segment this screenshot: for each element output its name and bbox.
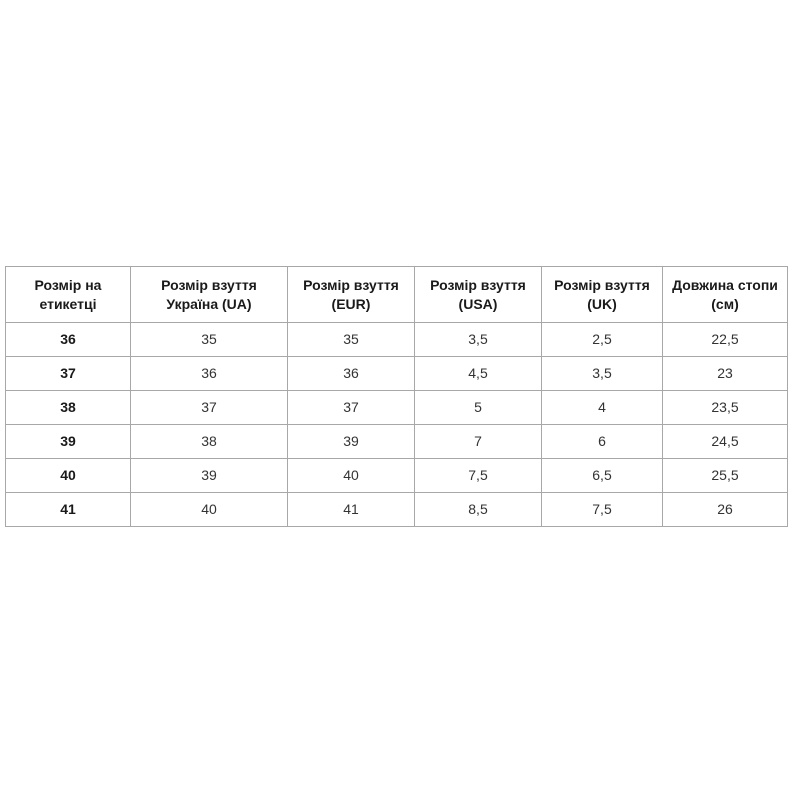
table-row bbox=[6, 323, 788, 357]
cell-usa-size: 4,5 bbox=[415, 357, 542, 391]
cell-usa-size: 5 bbox=[415, 391, 542, 425]
cell-uk-size: 6,5 bbox=[542, 459, 663, 493]
header-usa-size: Розмір взуття (USA) bbox=[415, 267, 542, 323]
cell-uk-size: 7,5 bbox=[542, 493, 663, 527]
table-body bbox=[6, 323, 788, 527]
cell-eur-size: 35 bbox=[288, 323, 415, 357]
cell-usa-size: 8,5 bbox=[415, 493, 542, 527]
cell-foot-length: 24,5 bbox=[663, 425, 788, 459]
table-row bbox=[6, 459, 788, 493]
cell-label-size: 38 bbox=[6, 391, 131, 425]
cell-foot-length: 25,5 bbox=[663, 459, 788, 493]
cell-eur-size: 37 bbox=[288, 391, 415, 425]
cell-label-size: 37 bbox=[6, 357, 131, 391]
cell-eur-size: 41 bbox=[288, 493, 415, 527]
size-chart-table bbox=[5, 266, 788, 527]
cell-eur-size: 39 bbox=[288, 425, 415, 459]
cell-foot-length: 23,5 bbox=[663, 391, 788, 425]
cell-usa-size: 3,5 bbox=[415, 323, 542, 357]
table-row bbox=[6, 357, 788, 391]
cell-ua-size: 38 bbox=[131, 425, 288, 459]
table-row bbox=[6, 425, 788, 459]
cell-ua-size: 40 bbox=[131, 493, 288, 527]
cell-uk-size: 4 bbox=[542, 391, 663, 425]
cell-ua-size: 39 bbox=[131, 459, 288, 493]
cell-uk-size: 6 bbox=[542, 425, 663, 459]
cell-foot-length: 23 bbox=[663, 357, 788, 391]
table-header bbox=[6, 267, 788, 323]
header-ua-size: Розмір взуття Україна (UA) bbox=[131, 267, 288, 323]
cell-uk-size: 3,5 bbox=[542, 357, 663, 391]
cell-eur-size: 40 bbox=[288, 459, 415, 493]
header-label-size: Розмір на етикетці bbox=[6, 267, 131, 323]
cell-foot-length: 26 bbox=[663, 493, 788, 527]
cell-ua-size: 37 bbox=[131, 391, 288, 425]
cell-ua-size: 35 bbox=[131, 323, 288, 357]
cell-label-size: 39 bbox=[6, 425, 131, 459]
cell-usa-size: 7 bbox=[415, 425, 542, 459]
header-eur-size: Розмір взуття (EUR) bbox=[288, 267, 415, 323]
table-row bbox=[6, 493, 788, 527]
table-row bbox=[6, 391, 788, 425]
cell-eur-size: 36 bbox=[288, 357, 415, 391]
cell-usa-size: 7,5 bbox=[415, 459, 542, 493]
cell-uk-size: 2,5 bbox=[542, 323, 663, 357]
cell-foot-length: 22,5 bbox=[663, 323, 788, 357]
cell-label-size: 40 bbox=[6, 459, 131, 493]
cell-ua-size: 36 bbox=[131, 357, 288, 391]
cell-label-size: 41 bbox=[6, 493, 131, 527]
cell-label-size: 36 bbox=[6, 323, 131, 357]
header-uk-size: Розмір взуття (UK) bbox=[542, 267, 663, 323]
header-row bbox=[6, 267, 788, 323]
header-foot-length: Довжина стопи (см) bbox=[663, 267, 788, 323]
